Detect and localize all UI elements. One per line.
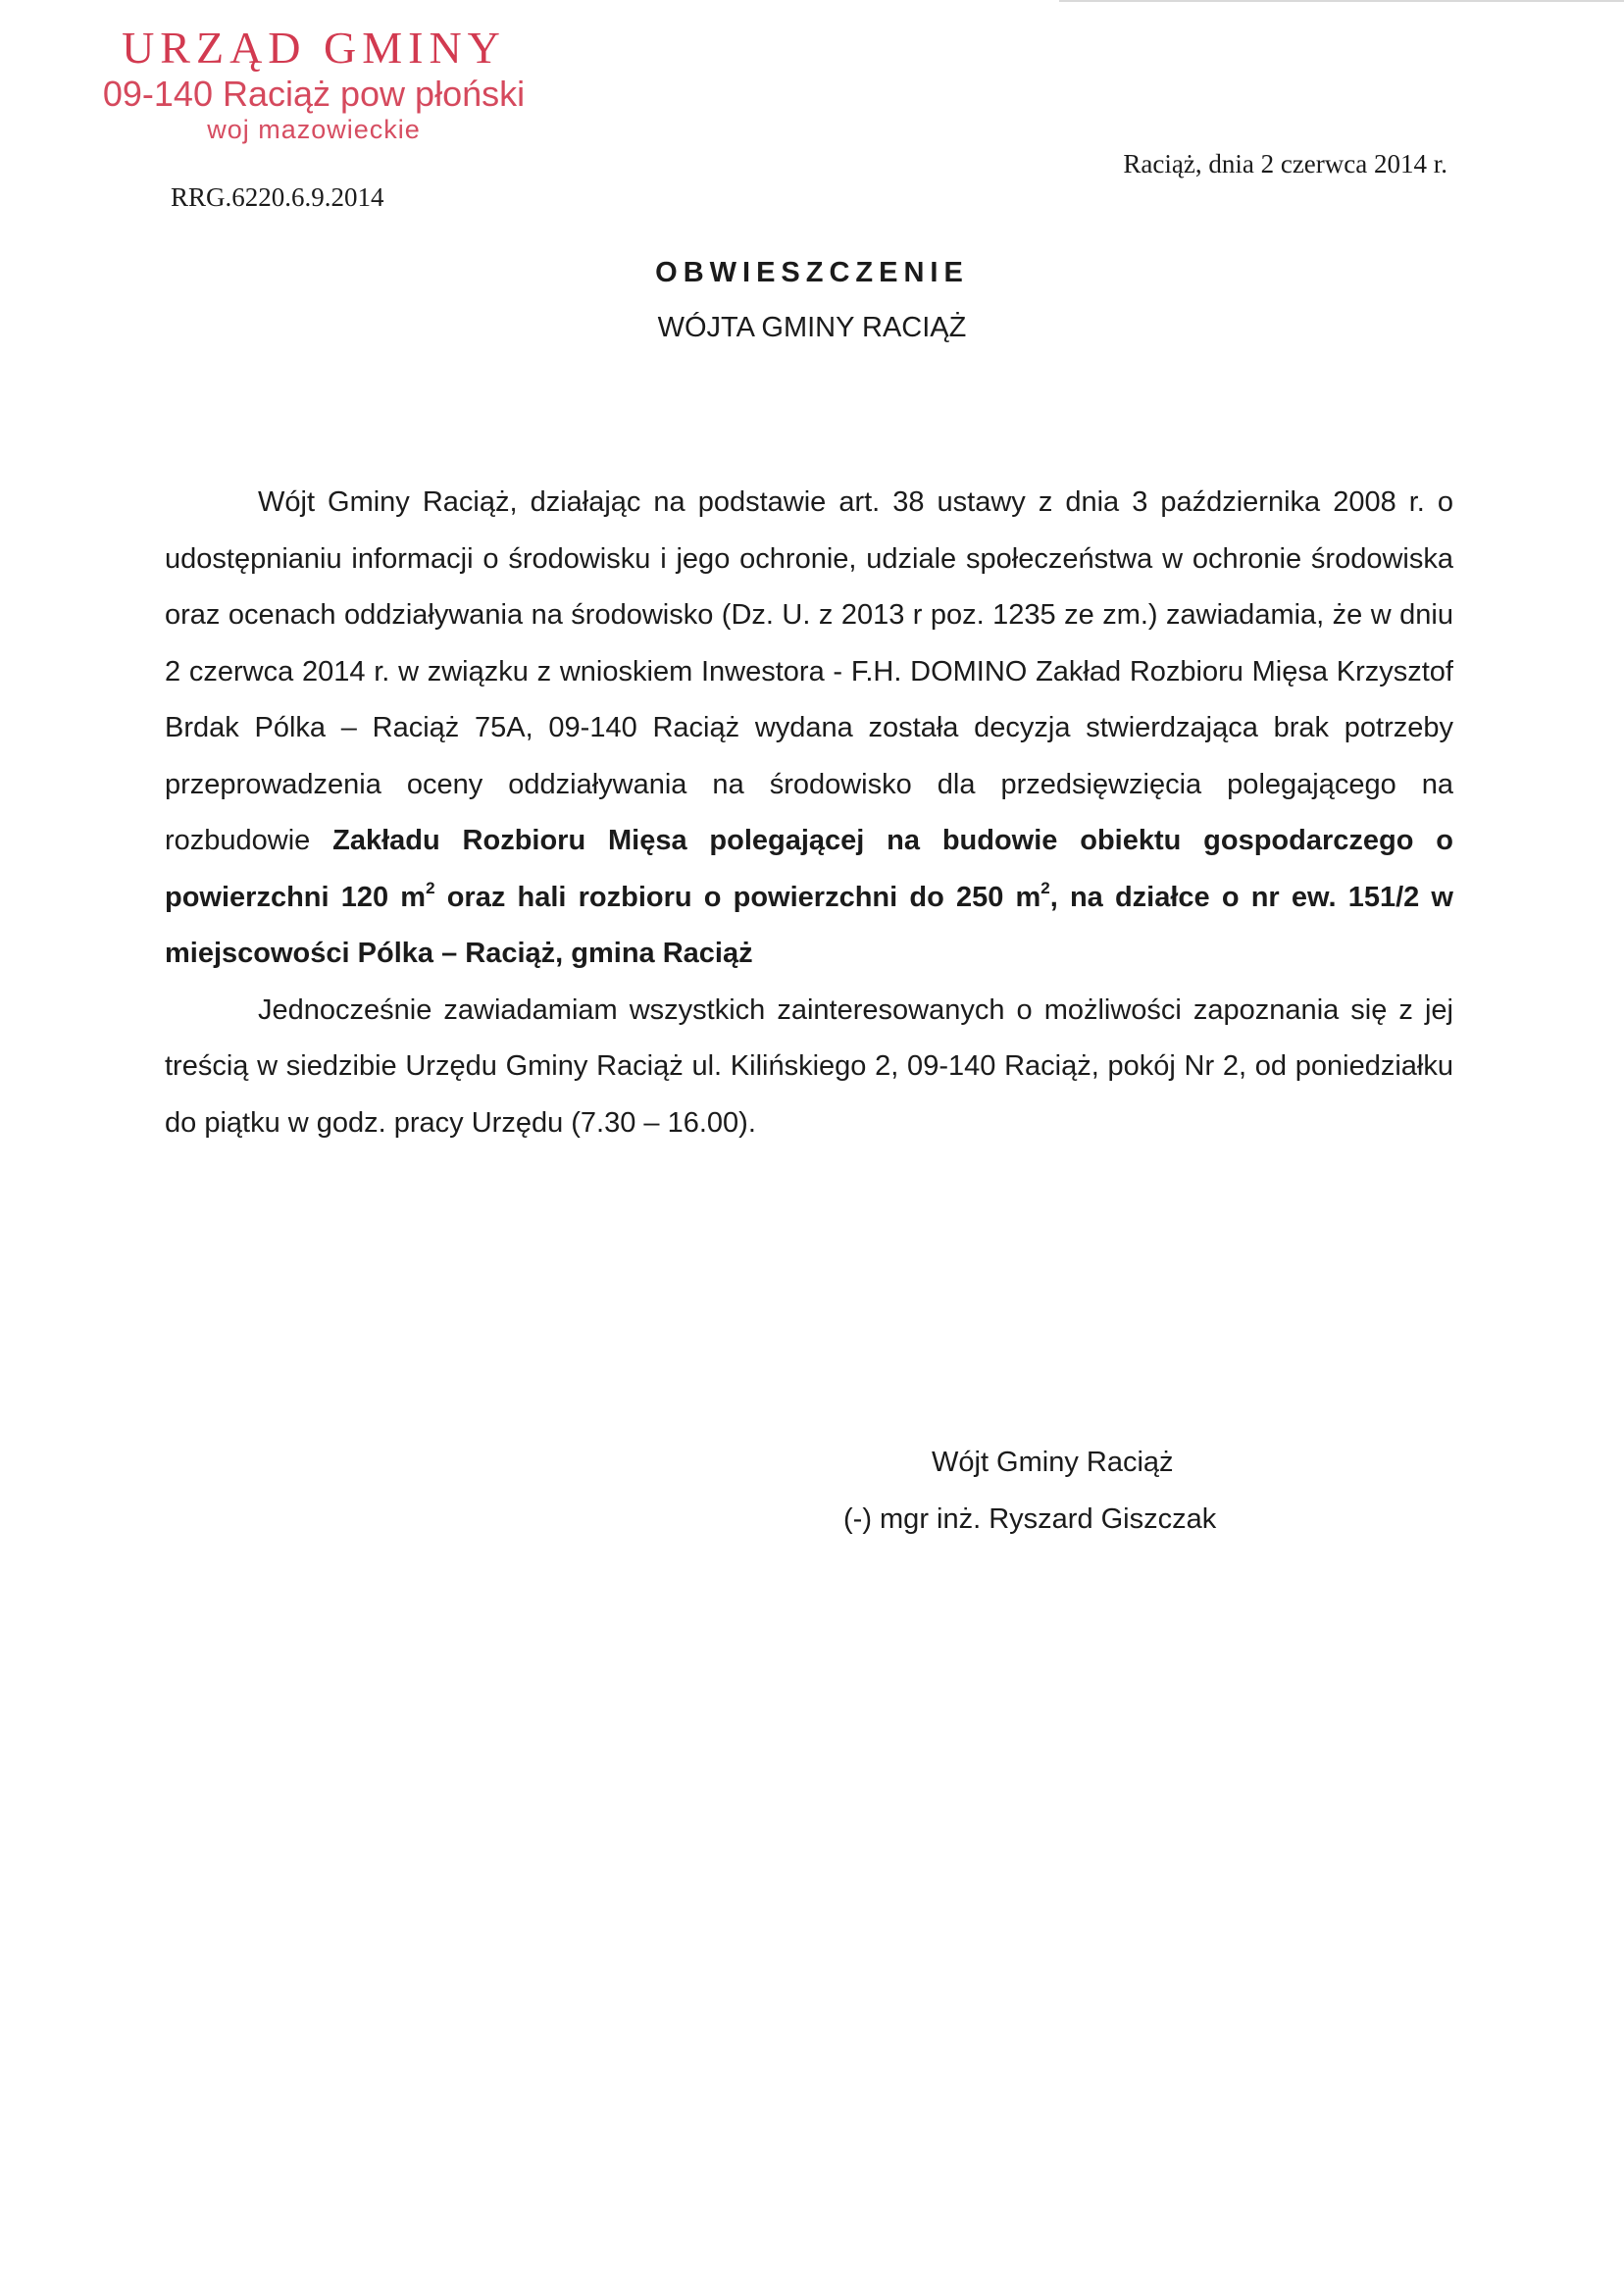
signature-block bbox=[843, 1434, 1216, 1548]
paragraph-decision bbox=[165, 475, 1453, 983]
signature-name: (-) mgr inż. Ryszard Giszczak bbox=[843, 1503, 1217, 1535]
document-title: OBWIESZCZENIE bbox=[655, 257, 969, 288]
paragraph-decision-text: Wójt Gminy Raciąż, działając na podstawie art. 38 ustawy z dnia 3 października 2008 r. o udostępnianiu informacji o środowisku i jego ochronie, udziale społeczeństwa w ochronie środowiska oraz ocenach oddziaływania na środowisko (Dz. U. z 2013 r poz. 1235 ze zm.) zawiadamia, że w dniu 2 czerwca 2014 r. w związku z wnioskiem Inwestora - F.H. DOMINO Zakład Rozbioru Mięsa Krzysztof Brdak Pólka – Raciąż 75A, 09-140 Raciąż wydana została decyzja stwierdzająca brak potrzeby przeprowadzenia oceny oddziaływania na środowisko dla przedsięwzięcia polegającego na rozbudowie bbox=[165, 486, 1453, 856]
paragraph-access-info: Jednocześnie zawiadamiam wszystkich zainteresowanych o możliwości zapoznania się z jej treścią w siedzibie Urzędu Gminy Raciąż ul. Kilińskiego 2, 09-140 Raciąż, pokój Nr 2, od poniedziałku do piątku w godz. pracy Urzędu (7.30 – 16.00). bbox=[165, 993, 1453, 1139]
project-description-c: , na działce o nr ew. 151/2 w miejscowości Pólka – Raciąż, gmina Raciąż bbox=[165, 881, 1453, 969]
superscript-squared: 2 bbox=[1040, 878, 1050, 897]
stamp-line-1: URZĄD GMINY bbox=[122, 23, 506, 73]
document-subtitle: WÓJTA GMINY RACIĄŻ bbox=[657, 312, 967, 343]
page-edge bbox=[1059, 0, 1624, 2]
stamp-line-2: 09-140 Raciąż pow płoński bbox=[102, 74, 526, 114]
reference-number: RRG.6220.6.9.2014 bbox=[171, 182, 384, 212]
project-description bbox=[165, 825, 1453, 969]
project-description-b: oraz hali rozbioru o powierzchni do 250 m bbox=[446, 881, 1041, 913]
signature-title: Wójt Gminy Raciąż bbox=[932, 1447, 1174, 1478]
office-stamp bbox=[98, 22, 530, 145]
superscript-squared: 2 bbox=[426, 878, 435, 897]
place-date: Raciąż, dnia 2 czerwca 2014 r. bbox=[1123, 149, 1447, 178]
notice-body bbox=[165, 475, 1453, 1151]
stamp-line-3: woj mazowieckie bbox=[207, 115, 421, 144]
project-description-a: Zakładu Rozbioru Mięsa polegającej na budowie obiektu gospodarczego o powierzchni 120 m bbox=[165, 825, 1453, 913]
